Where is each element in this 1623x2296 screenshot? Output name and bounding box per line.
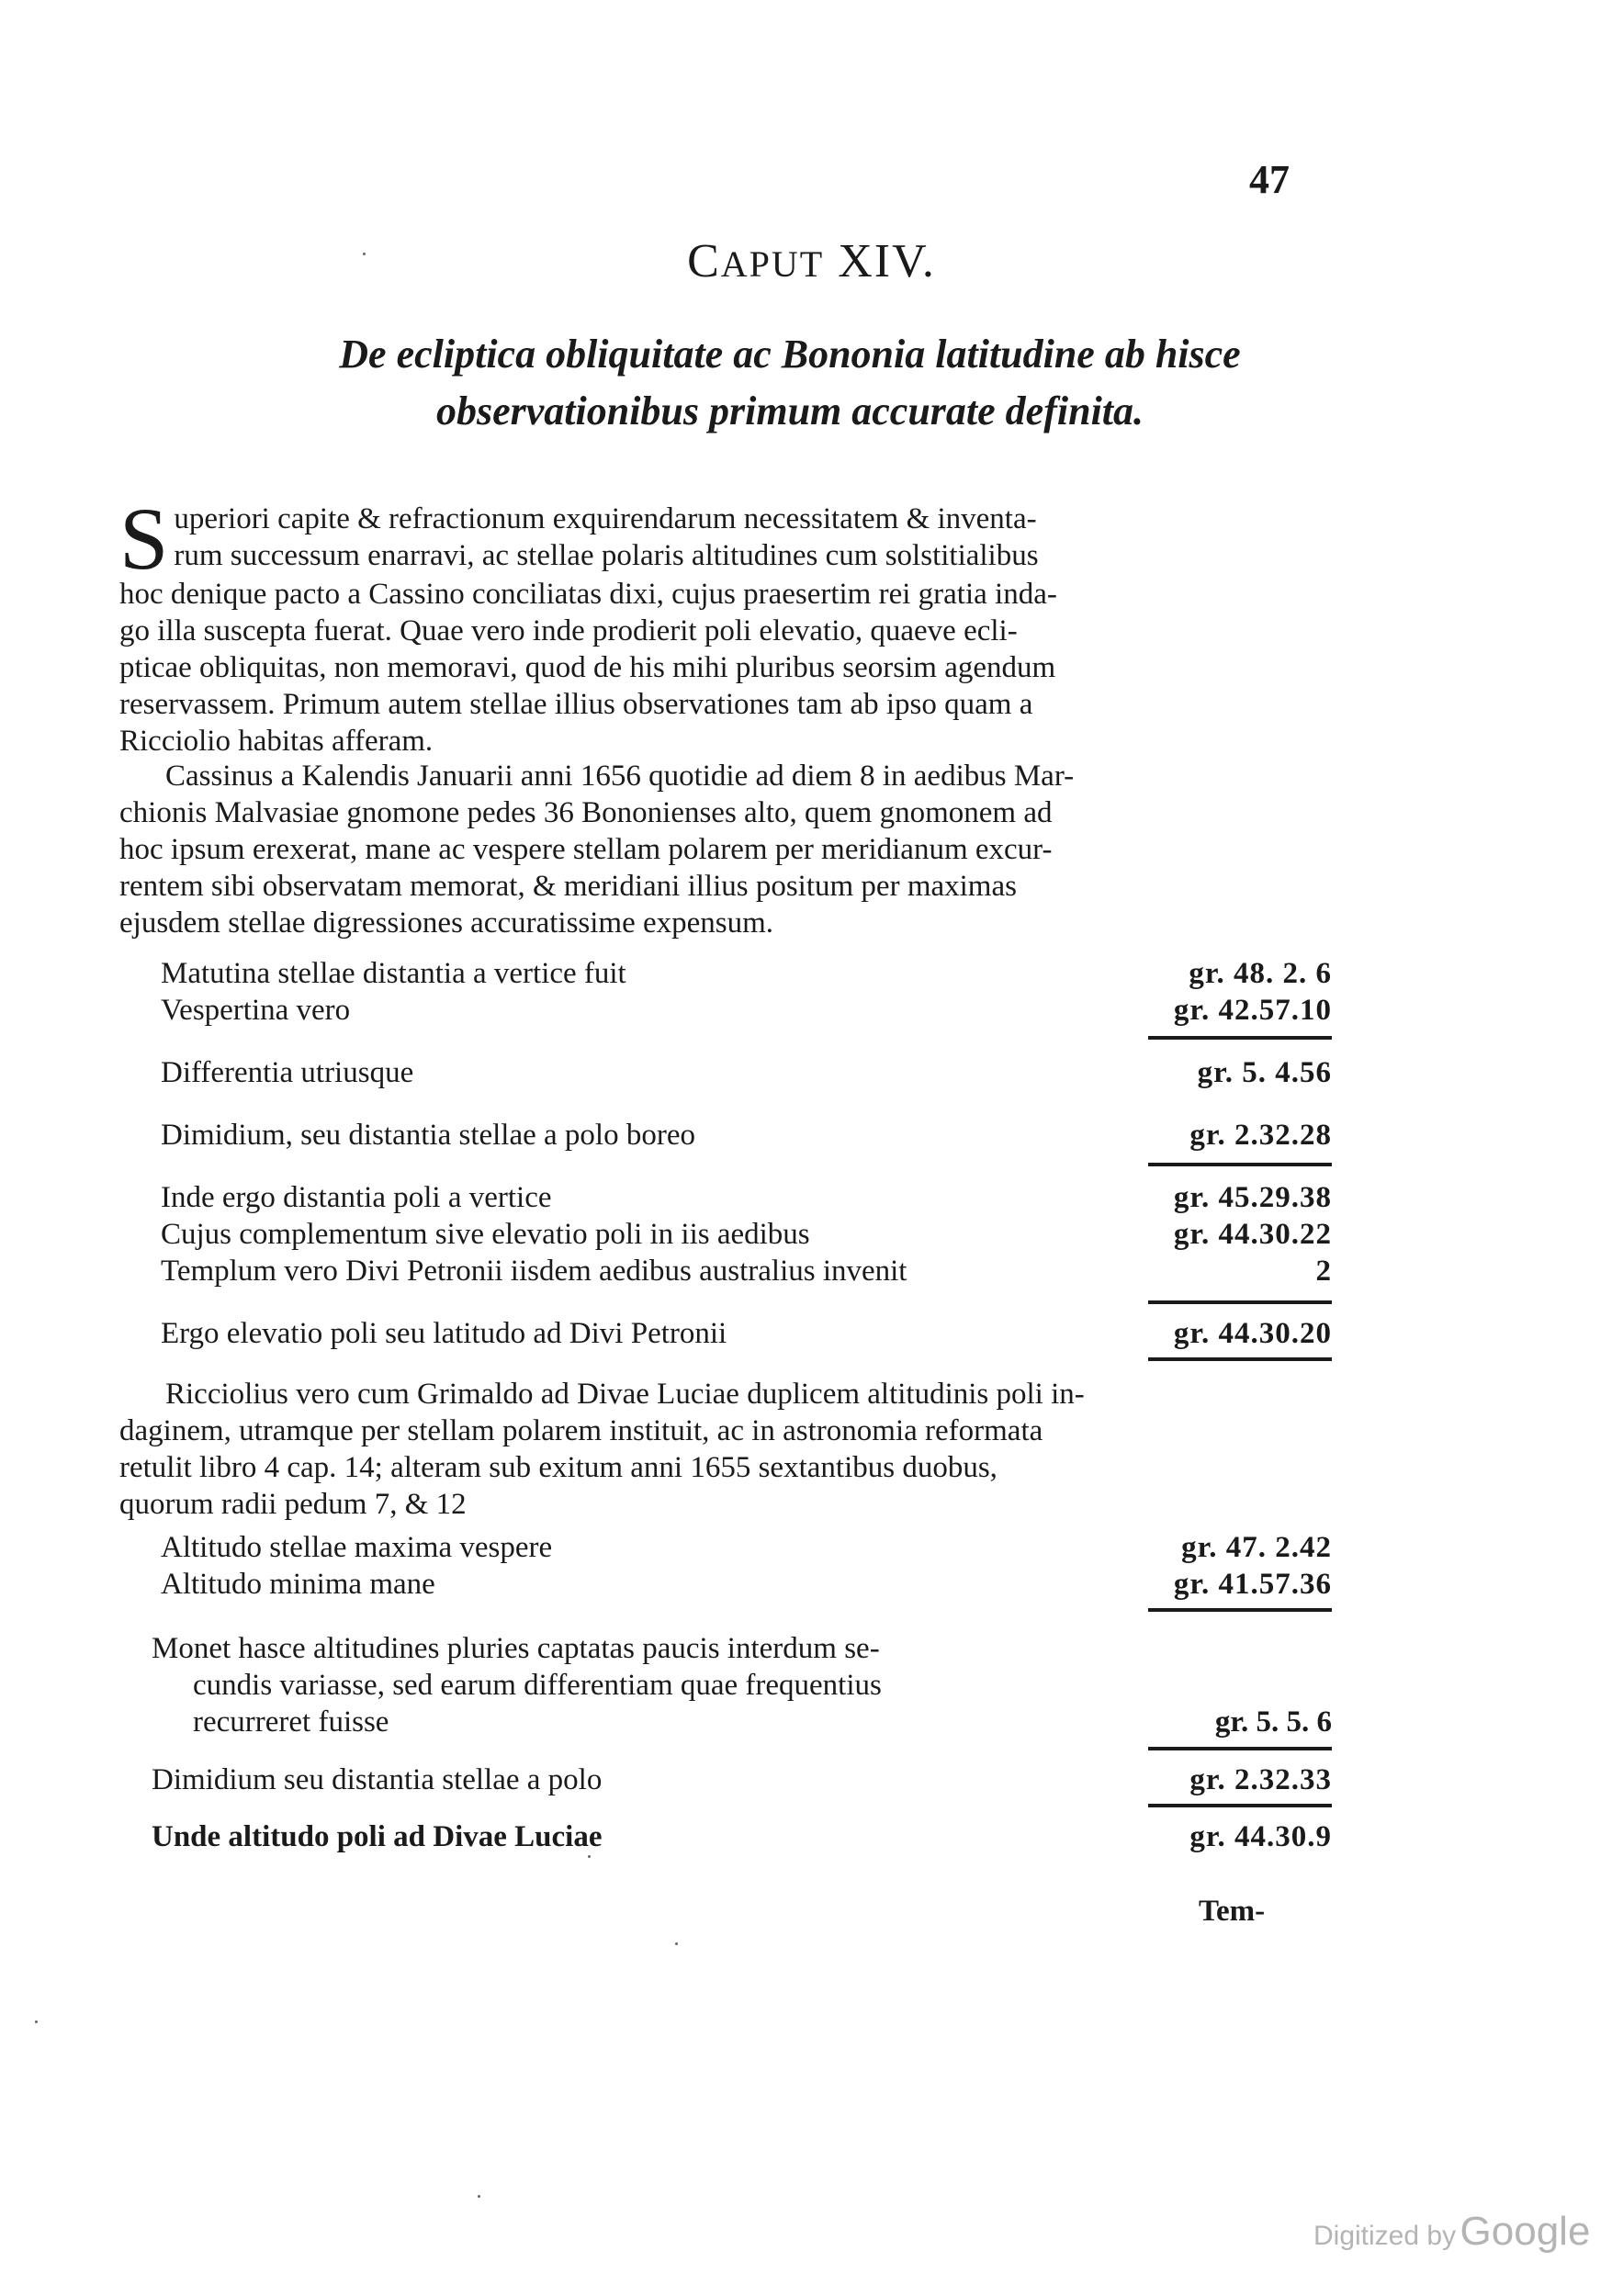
subtitle-line-2: observationibus primum accurate definita. [435,388,1144,433]
chapter-title-rest: APUT [720,243,825,285]
cassini-line: Cassinus a Kalendis Januarii anni 1656 quotidie ad diem 8 in aedibus Mar- [165,760,1075,793]
row-value: gr. 41.57.36 [1173,1568,1332,1601]
table-row [161,955,1332,992]
cassini-line: hoc ipsum erexerat, mane ac vespere stellam polarem per meridianum excur- [119,833,1053,866]
ricciolus-results [152,1761,1332,1872]
row-label: Dimidium seu distantia stellae a polo [152,1763,603,1796]
row-value: 2 [1315,1255,1332,1288]
drop-cap: S [119,490,169,588]
scan-speck [35,2020,38,2023]
row-value: gr. 48. 2. 6 [1189,957,1332,990]
row-label: Dimidium, seu distantia stellae a polo boreo [161,1119,695,1152]
row-label: Altitudo minima mane [161,1568,435,1601]
row-value: gr. 45.29.38 [1173,1181,1332,1214]
digitized-by-google-watermark [1313,2209,1590,2255]
row-value: gr. 42.57.10 [1173,994,1332,1027]
row-value: gr. 2.32.28 [1189,1119,1332,1152]
ricciolus-line: retulit libro 4 cap. 14; alteram sub exitum anni 1655 sextantibus duobus, [119,1451,997,1484]
scan-speck [478,2195,480,2198]
sum-rule [1148,1300,1332,1304]
row-label: Cujus complementum sive elevatio poli in iis aedibus [161,1218,810,1251]
sum-rule [1148,1747,1332,1750]
row-value: gr. 47. 2.42 [1181,1531,1332,1564]
catchword: Tem- [1199,1895,1266,1928]
table-row [161,1253,1332,1289]
ricciolus-line: daginem, utramque per stellam polarem instituit, ac in astronomia reformata [119,1414,1043,1447]
row-label: Matutina stellae distantia a vertice fuit [161,957,626,990]
chapter-title [0,234,1623,288]
scan-speck [588,1855,591,1858]
table-row [152,1818,1332,1855]
cassini-line: ejusdem stellae digressiones accuratissime expensum. [119,906,774,940]
intro-line: reservassem. Primum autem stellae illius observationes tam ab ipso quam a [119,688,1033,721]
table-row [161,1054,1332,1091]
row-value: gr. 44.30.9 [1189,1820,1332,1853]
intro-line: go illa suscepta fuerat. Quae vero inde prodierit poli elevatio, quaeve ecli- [119,614,1018,647]
row-value: gr. 2.32.33 [1189,1763,1332,1796]
row-value: gr. 5. 4.56 [1197,1056,1332,1089]
watermark-prefix: Digitized by [1313,2221,1457,2251]
cassini-line: rentem sibi observatam memorat, & meridiani illius positum per maximas [119,870,1017,903]
row-label: Altitudo stellae maxima vespere [161,1531,553,1564]
subtitle-line-1: De ecliptica obliquitate ac Bononia latitudine ab hisce [339,332,1241,377]
table-row [152,1761,1332,1798]
sum-rule [1148,1357,1332,1361]
table-row [161,1315,1332,1352]
page-number: 47 [1249,157,1290,202]
chapter-title-initial: C [687,235,721,287]
row-label: Inde ergo distantia poli a vertice [161,1181,552,1214]
monet-line: recurreret fuisse [193,1705,389,1739]
intro-line: hoc denique pacto a Cassino conciliatas dixi, cujus praesertim rei gratia inda- [119,578,1057,611]
sum-rule [1148,1036,1332,1040]
row-value: gr. 44.30.20 [1173,1317,1332,1350]
chapter-title-numeral: XIV. [838,235,936,287]
intro-line: uperiori capite & refractionum exquirendarum necessitatem & inventa- [174,502,1037,535]
ricciolus-table [161,1529,1332,1612]
sum-rule [1148,1608,1332,1612]
row-label: Unde altitudo poli ad Divae Luciae [152,1820,603,1853]
cassini-line: chionis Malvasiae gnomone pedes 36 Bononienses alto, quem gnomonem ad [119,796,1053,829]
table-row [161,1216,1332,1253]
intro-line: rum successum enarravi, ac stellae polaris altitudines cum solstitialibus [174,539,1039,572]
intro-line: pticae obliquitas, non memoravi, quod de his mihi pluribus seorsim agendum [119,651,1056,684]
sum-rule [1148,1163,1332,1166]
ricciolus-line: quorum radii pedum 7, & 12 [119,1488,467,1521]
google-logo: Google [1460,2209,1591,2254]
monet-line: cundis variasse, sed earum differentiam quae frequentius [193,1669,882,1702]
row-label: Ergo elevatio poli seu latitudo ad Divi Petronii [161,1317,727,1350]
scan-speck [363,253,366,255]
table-row [161,1117,1332,1154]
row-label: Vespertina vero [161,994,351,1027]
table-row [161,992,1332,1029]
monet-paragraph [152,1630,1079,1740]
cassini-paragraph [119,758,1350,941]
ricciolus-paragraph [119,1376,1350,1523]
row-label: Templum vero Divi Petronii iisdem aedibus australius invenit [161,1255,907,1288]
table-row [161,1566,1332,1603]
row-value: gr. 44.30.22 [1173,1218,1332,1251]
cassini-table [161,955,1332,1359]
table-row [161,1529,1332,1566]
sum-rule [1148,1804,1332,1807]
row-label: Differentia utriusque [161,1056,414,1089]
intro-line: Ricciolio habitas afferam. [119,725,434,758]
scan-speck [675,1942,678,1945]
ricciolus-line: Ricciolius vero cum Grimaldo ad Divae Luciae duplicem altitudinis poli in- [165,1378,1085,1411]
table-row [161,1179,1332,1216]
monet-value: gr. 5. 5. 6 [1214,1705,1332,1739]
monet-line: Monet hasce altitudines pluries captatas paucis interdum se- [152,1632,880,1665]
chapter-subtitle [211,326,1369,440]
intro-paragraph [119,490,1350,760]
